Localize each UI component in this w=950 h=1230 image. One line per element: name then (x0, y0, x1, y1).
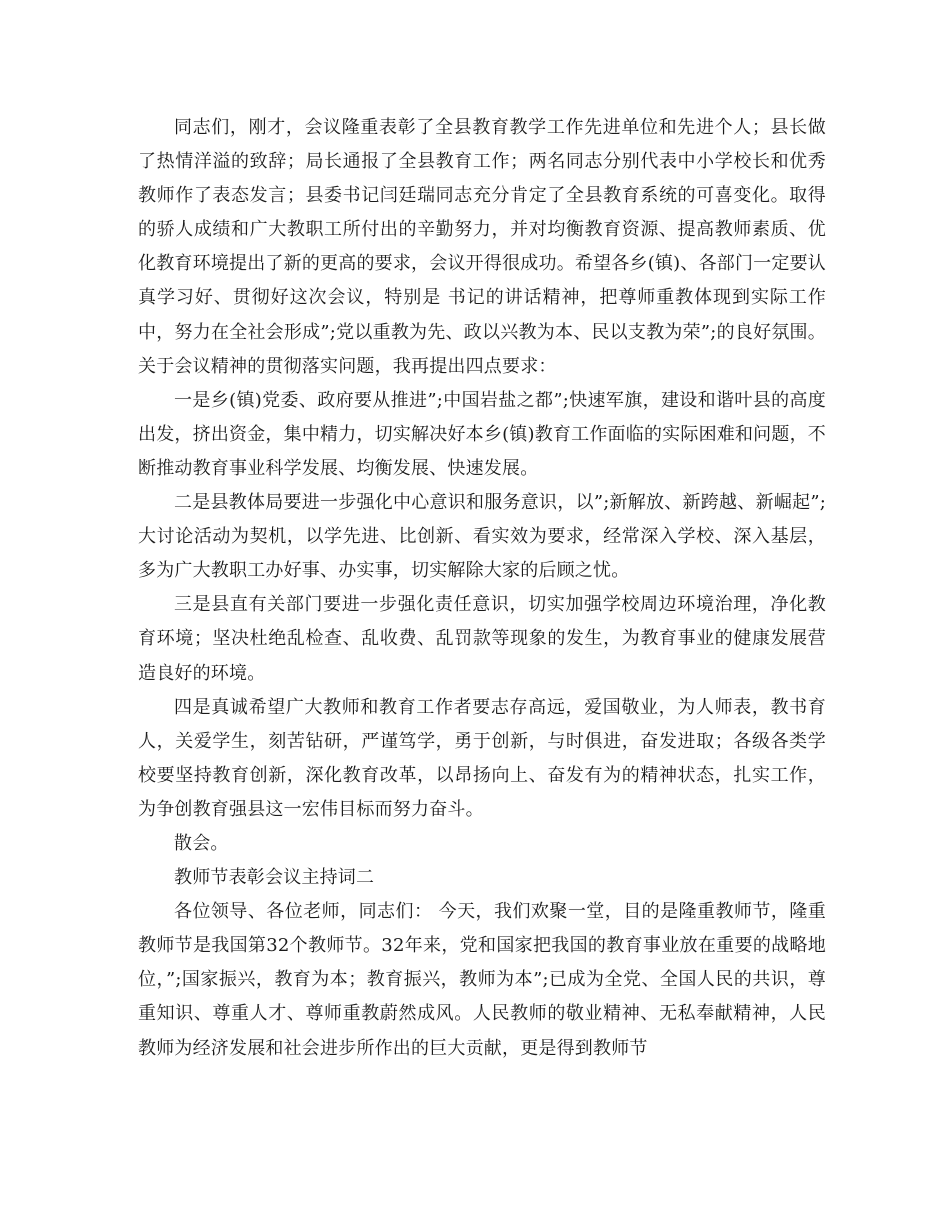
section-heading: 教师节表彰会议主持词二 (174, 867, 375, 889)
paragraph-closing: 散会。 (174, 832, 229, 854)
paragraph-requirement-3: 三是县直有关部门要进一步强化责任意识，切实加强学校周边环境治理，净化教育环境；坚决杜绝乱检查、乱收费、乱罚款等现象的发生，为教育事业的健康发展营造良好的环境。 (138, 594, 826, 684)
paragraph-speech-two: 各位领导、各位老师，同志们： 今天，我们欢聚一堂，目的是隆重教师节，隆重教师节是我国第32个教师节。32年来，党和国家把我国的教育事业放在重要的战略地位，”;国家振兴，教育为本；教育振兴，教师为本”;已成为全党、全国人民的共识，尊重知识、尊重人才、尊师重教蔚然成风。人民教师的敬业精神、无私奉献精神，人民教师为经济发展和社会进步所作出的巨大贡献，更是得到教师节 (138, 901, 826, 1059)
paragraph-requirement-2: 二是县教体局要进一步强化中心意识和服务意识，以”;新解放、新跨越、新崛起”;大讨论活动为契机，以学先进、比创新、看实效为要求，经常深入学校、深入基层，多为广大教职工办好事、办实事，切实解除大家的后顾之忧。 (138, 492, 826, 582)
document-body (138, 111, 826, 1066)
paragraph-requirement-4: 四是真诚希望广大教师和教育工作者要志存高远，爱国敬业，为人师表，教书育人，关爱学生，刻苦钻研，严谨笃学，勇于创新，与时俱进，奋发进取；各级各类学校要坚持教育创新，深化教育改革，以昂扬向上、奋发有为的精神状态，扎实工作，为争创教育强县这一宏伟目标而努力奋斗。 (138, 696, 826, 820)
paragraph-opening: 同志们，刚才，会议隆重表彰了全县教育教学工作先进单位和先进个人；县长做了热情洋溢的致辞；局长通报了全县教育工作；两名同志分别代表中小学校长和优秀教师作了表态发言；县委书记闫廷瑞同志充分肯定了全县教育系统的可喜变化。取得的骄人成绩和广大教职工所付出的辛勤努力，并对均衡教育资源、提高教师素质、优化教育环境提出了新的更高的要求，会议开得很成功。希望各乡(镇)、各部门一定要认真学习好、贯彻好这次会议，特别是 书记的讲话精神，把尊师重教体现到实际工作中，努力在全社会形成”;党以重教为先、政以兴教为本、民以支教为荣”;的良好氛围。关于会议精神的贯彻落实问题，我再提出四点要求： (138, 117, 826, 377)
paragraph-requirement-1: 一是乡(镇)党委、政府要从推进”;中国岩盐之都”;快速军旗，建设和谐叶县的高度出发，挤出资金，集中精力，切实解决好本乡(镇)教育工作面临的实际困难和问题，不断推动教育事业科学发展、均衡发展、快速发展。 (138, 389, 826, 479)
